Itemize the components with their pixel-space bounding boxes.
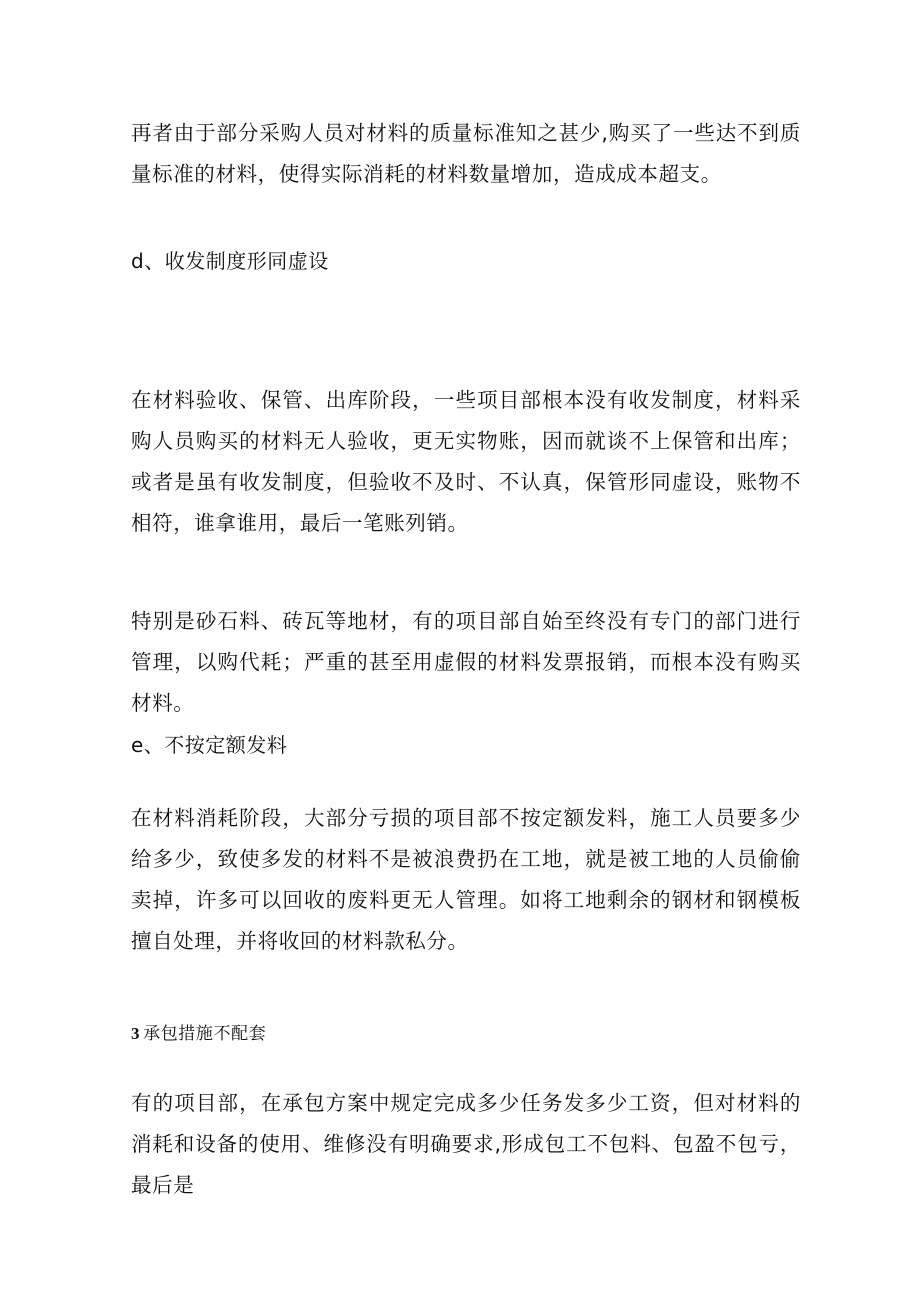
heading-3-text: 承包措施不配套 [143,1024,267,1044]
heading-3 [131,1019,801,1049]
paragraph-contract-measures: 有的项目部，在承包方案中规定完成多少任务发多少工资，但对材料的消耗和设备的使用、维修没有明确要求,形成包工不包料、包盈不包亏，最后是 [131,1091,801,1197]
paragraph-local-materials: 特别是砂石料、砖瓦等地材，有的项目部自始至终没有专门的部门进行管理，以购代耗；严重的甚至用虚假的材料发票报销，而根本没有购买材料。 [131,609,801,715]
heading-e: e、不按定额发料 [131,733,288,757]
paragraph-receiving-system: 在材料验收、保管、出库阶段，一些项目部根本没有收发制度，材料采购人员购买的材料无人验收，更无实物账，因而就谈不上保管和出库；或者是虽有收发制度，但验收不及时、不认真，保管形同虚设，账物不相符，谁拿谁用，最后一笔账列销。 [131,388,801,535]
heading-d: d、收发制度形同虚设 [131,249,329,273]
heading-3-number: 3 [131,1024,141,1043]
paragraph-quota-issuing: 在材料消耗阶段，大部分亏损的项目部不按定额发料，施工人员要多少给多少，致使多发的材料不是被浪费扔在工地，就是被工地的人员偷偷卖掉，许多可以回收的废料更无人管理。如将工地剩余的钢材和钢模板擅自处理，并将收回的材料款私分。 [131,806,801,953]
paragraph-material-quality: 再者由于部分采购人员对材料的质量标准知之甚少,购买了一些达不到质量标准的材料，使得实际消耗的材料数量增加，造成成本超支。 [131,121,801,186]
